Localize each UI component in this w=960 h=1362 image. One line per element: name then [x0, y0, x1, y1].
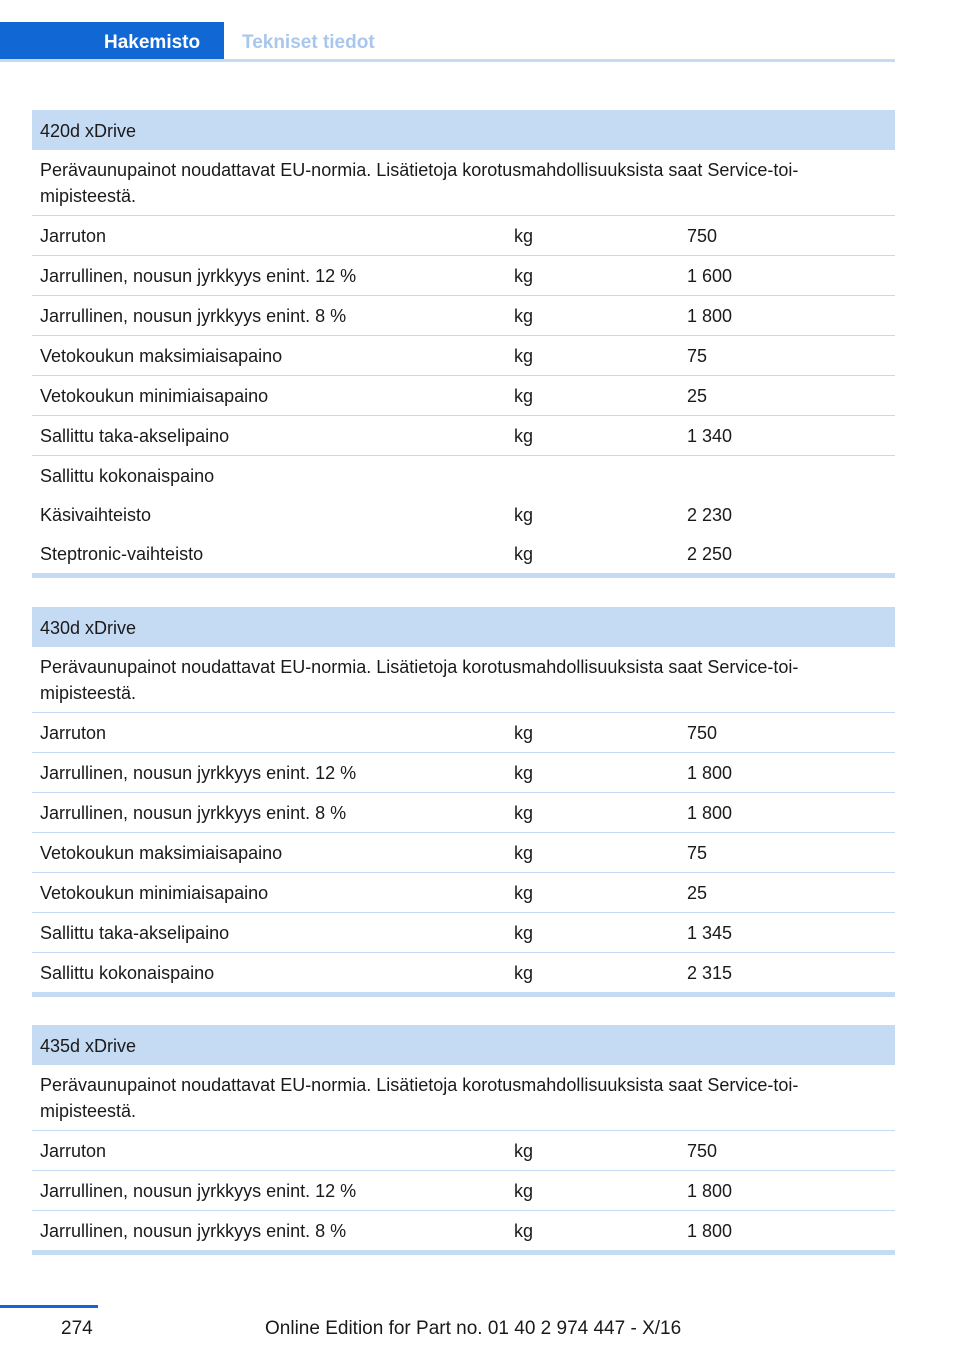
- row-unit: kg: [514, 544, 534, 564]
- row-value: 25: [687, 386, 708, 406]
- row-value: 750: [687, 723, 718, 743]
- row-value: 75: [687, 843, 708, 863]
- table-row: [32, 376, 895, 416]
- row-value: 2 250: [687, 544, 733, 564]
- row-label: Jarrullinen, nousun jyrkkyys enint. 8 %: [40, 1221, 347, 1241]
- row-value: 1 800: [687, 1221, 733, 1241]
- row-unit: kg: [514, 923, 534, 943]
- row-unit: kg: [514, 346, 534, 366]
- row-unit: kg: [514, 1141, 534, 1161]
- table-row: [32, 216, 895, 256]
- row-label: Sallittu kokonaispaino: [40, 466, 215, 486]
- row-unit: kg: [514, 963, 534, 983]
- row-unit: kg: [514, 505, 534, 525]
- page-number: 274: [61, 1318, 93, 1339]
- row-unit: kg: [514, 266, 534, 286]
- row-value: 1 800: [687, 306, 733, 326]
- tab-tekniset-tiedot[interactable]: Tekniset tiedot: [242, 32, 375, 53]
- table-row: [32, 913, 895, 953]
- row-unit: kg: [514, 803, 534, 823]
- edition-footer: Online Edition for Part no. 01 40 2 974 447 - X/16: [265, 1318, 682, 1339]
- row-unit: kg: [514, 226, 534, 246]
- tab-hakemisto[interactable]: Hakemisto: [0, 22, 224, 62]
- row-value: 750: [687, 1141, 718, 1161]
- row-label: Jarrullinen, nousun jyrkkyys enint. 8 %: [40, 803, 347, 823]
- spec-table-430d: [32, 607, 895, 997]
- row-label: Vetokoukun minimiaisapaino: [40, 386, 269, 406]
- table-row: [32, 256, 895, 296]
- table-row: [32, 873, 895, 913]
- row-unit: kg: [514, 883, 534, 903]
- table-note: Perävaunupainot noudattavat EU-normia. Lisätietoja korotusmahdollisuuksista saat Service-toi-mipisteestä.: [32, 1065, 895, 1131]
- row-unit: kg: [514, 1181, 534, 1201]
- row-unit: kg: [514, 386, 534, 406]
- row-label: Vetokoukun maksimiaisapaino: [40, 843, 283, 863]
- table-note: Perävaunupainot noudattavat EU-normia. Lisätietoja korotusmahdollisuuksista saat Service-toi-mipisteestä.: [32, 150, 895, 216]
- row-value: 1 800: [687, 803, 733, 823]
- row-label: Vetokoukun minimiaisapaino: [40, 883, 269, 903]
- row-label: Käsivaihteisto: [40, 505, 152, 525]
- table-row: [32, 753, 895, 793]
- row-value: 1 345: [687, 923, 733, 943]
- row-value: 1 800: [687, 1181, 733, 1201]
- row-value: 2 230: [687, 505, 733, 525]
- table-row: [32, 1211, 895, 1250]
- row-label: Sallittu kokonaispaino: [40, 963, 215, 983]
- table-row: [32, 534, 895, 573]
- row-value: 750: [687, 226, 718, 246]
- table-model-heading: 420d xDrive: [32, 110, 895, 150]
- row-value: 1 600: [687, 266, 733, 286]
- table-model-heading: 435d xDrive: [32, 1025, 895, 1065]
- row-label: Jarrullinen, nousun jyrkkyys enint. 12 %: [40, 1181, 357, 1201]
- row-unit: kg: [514, 426, 534, 446]
- row-unit: kg: [514, 843, 534, 863]
- top-navigation: [0, 0, 895, 62]
- table-row: [32, 713, 895, 753]
- row-value: 1 340: [687, 426, 733, 446]
- table-row: [32, 495, 895, 534]
- row-label: Jarruton: [40, 226, 107, 246]
- table-row: [32, 833, 895, 873]
- header-divider: [0, 59, 895, 62]
- table-row: [32, 296, 895, 336]
- table-row: [32, 953, 895, 992]
- footer-accent-line: [0, 1305, 98, 1308]
- table-row: [32, 1131, 895, 1171]
- table-row: [32, 1171, 895, 1211]
- row-label: Sallittu taka-akselipaino: [40, 923, 230, 943]
- table-note: Perävaunupainot noudattavat EU-normia. Lisätietoja korotusmahdollisuuksista saat Service-toi-mipisteestä.: [32, 647, 895, 713]
- row-label: Vetokoukun maksimiaisapaino: [40, 346, 283, 366]
- spec-table-435d: [32, 1025, 895, 1255]
- row-label: Jarrullinen, nousun jyrkkyys enint. 12 %: [40, 763, 357, 783]
- row-unit: kg: [514, 1221, 534, 1241]
- row-value: 75: [687, 346, 708, 366]
- table-model-heading: 430d xDrive: [32, 607, 895, 647]
- table-row: [32, 336, 895, 376]
- row-unit: kg: [514, 723, 534, 743]
- table-row: [32, 416, 895, 456]
- row-value: 25: [687, 883, 708, 903]
- table-row-group-heading: [32, 456, 895, 495]
- row-value: 2 315: [687, 963, 733, 983]
- table-row: [32, 793, 895, 833]
- spec-table-420d: [32, 110, 895, 578]
- row-label: Sallittu taka-akselipaino: [40, 426, 230, 446]
- row-value: 1 800: [687, 763, 733, 783]
- row-unit: kg: [514, 763, 534, 783]
- row-label: Jarrullinen, nousun jyrkkyys enint. 8 %: [40, 306, 347, 326]
- row-label: Jarrullinen, nousun jyrkkyys enint. 12 %: [40, 266, 357, 286]
- row-label: Jarruton: [40, 1141, 107, 1161]
- row-label: Jarruton: [40, 723, 107, 743]
- row-unit: kg: [514, 306, 534, 326]
- row-label: Steptronic-vaihteisto: [40, 544, 204, 564]
